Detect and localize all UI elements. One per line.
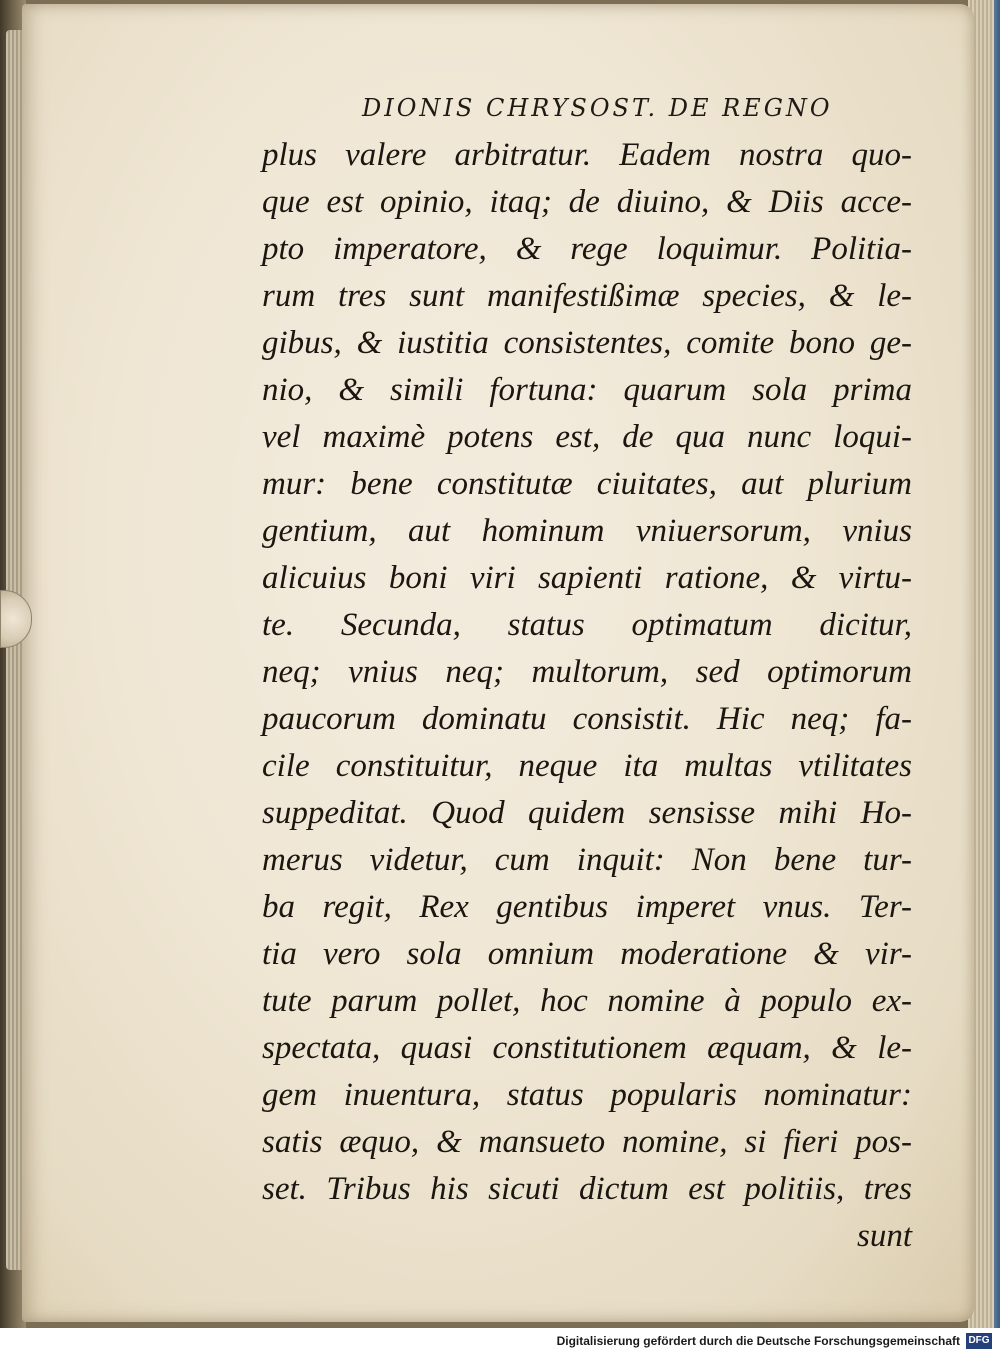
text-line: plus valere arbitratur. Eadem nostra quo- (262, 137, 912, 173)
text-line: vel maximè potens est, de qua nunc loqui- (262, 419, 912, 455)
text-line: rum tres sunt manifestißimæ species, & le- (262, 278, 912, 314)
scanner-edge (994, 0, 1000, 1328)
text-line: gibus, & iustitia consistentes, comite bono ge- (262, 325, 912, 361)
text-line: suppeditat. Quod quidem sensisse mihi Ho- (262, 795, 912, 831)
text-line: spectata, quasi constitutionem æquam, & le- (262, 1030, 912, 1066)
text-line: te. Secunda, status optimatum dicitur, (262, 607, 912, 643)
dfg-logo-icon: DFG (966, 1333, 992, 1349)
text-line: alicuius boni viri sapienti ratione, & virtu- (262, 560, 912, 596)
text-line: set. Tribus his sicuti dictum est politiis, tres (262, 1171, 912, 1207)
text-line: gem inuentura, status popularis nominatur: (262, 1077, 912, 1113)
text-line: ba regit, Rex gentibus imperet vnus. Ter- (262, 889, 912, 925)
funding-credit: Digitalisierung gefördert durch die Deutsche Forschungsgemeinschaft (556, 1334, 960, 1348)
text-line: gentium, aut hominum vniuersorum, vnius (262, 513, 912, 549)
text-line: satis æquo, & mansueto nomine, si fieri pos- (262, 1124, 912, 1160)
text-line: mur: bene constitutæ ciuitates, aut plurium (262, 466, 912, 502)
text-line: tia vero sola omnium moderatione & vir- (262, 936, 912, 972)
body-text (262, 132, 912, 1260)
text-line: cile constituitur, neque ita multas vtilitates (262, 748, 912, 784)
running-head: DIONIS CHRYSOST. DE REGNO (362, 94, 833, 122)
text-line: nio, & simili fortuna: quarum sola prima (262, 372, 912, 408)
text-line: merus videtur, cum inquit: Non bene tur- (262, 842, 912, 878)
text-line: pto imperatore, & rege loquimur. Politia- (262, 231, 912, 267)
text-line: tute parum pollet, hoc nomine à populo ex- (262, 983, 912, 1019)
footer-bar (0, 1328, 1000, 1358)
text-line: que est opinio, itaq; de diuino, & Diis acce- (262, 184, 912, 220)
catchword: sunt (856, 1218, 912, 1254)
text-line: paucorum dominatu consistit. Hic neq; fa- (262, 701, 912, 737)
text-line: neq; vnius neq; multorum, sed optimorum (262, 654, 912, 690)
